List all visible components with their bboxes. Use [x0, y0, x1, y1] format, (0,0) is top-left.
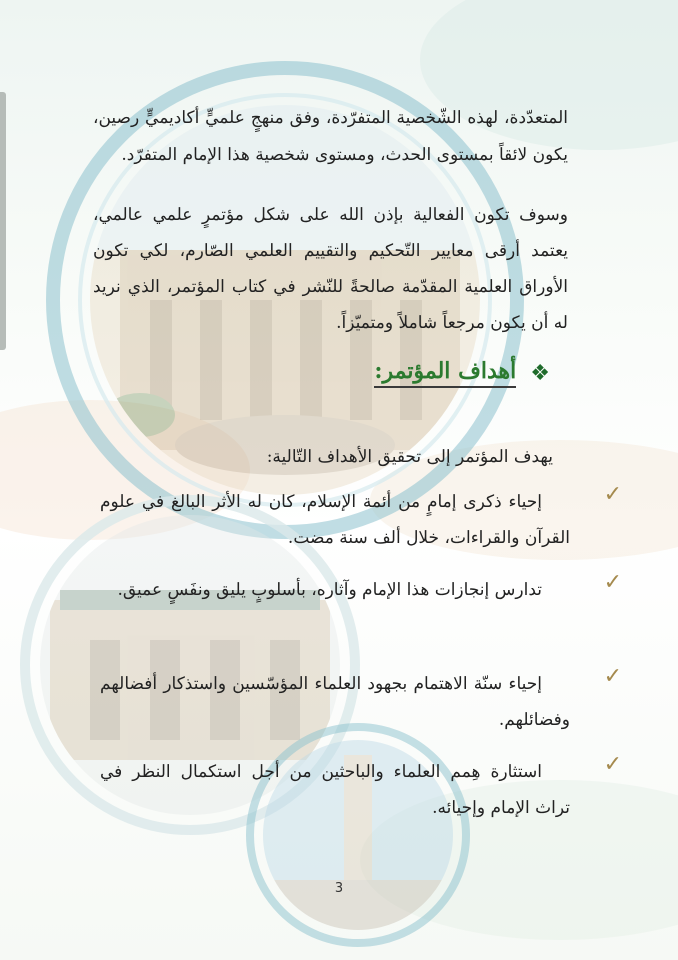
- diamond-bullet-icon: ❖: [530, 360, 550, 386]
- check-icon: ✓: [603, 752, 622, 777]
- goal-item: [100, 752, 622, 826]
- goal-text: إحياء سنّة الاهتمام بجهود العلماء المؤسّسين واستذكار أفضالهم وفضائلهم.: [100, 674, 570, 730]
- page-number: 3: [334, 881, 344, 896]
- paragraph-intro: المتعدّدة، لهذه الشّخصية المتفرّدة، وفق منهجٍ علميٍّ أكاديميٍّ رصين، يكون لائقاً بمستوى الحدث، ومستوى شخصية هذا الإمام المتفرّد.: [93, 108, 568, 165]
- goal-text: إحياء ذكرى إمامٍ من أئمة الإسلام، كان له الأثر البالغ في علوم القرآن والقراءات، خلال ألف سنة مضت.: [100, 492, 570, 548]
- goals-intro: يهدف المؤتمر إلى تحقيق الأهداف التّالية:: [266, 447, 553, 467]
- goal-item: [100, 570, 622, 608]
- page-edge-tab: [0, 92, 6, 350]
- section-heading-text: أهداف المؤتمر:: [374, 358, 516, 388]
- goal-text: استثارة هِمم العلماء والباحثين من أجل استكمال النظر في تراث الإمام وإحيائه.: [100, 762, 570, 818]
- check-icon: ✓: [603, 664, 622, 689]
- goal-item: [100, 482, 622, 556]
- goal-item: [100, 664, 622, 738]
- check-icon: ✓: [603, 570, 622, 595]
- paragraph-conference-format: وسوف تكون الفعالية بإذن الله على شكل مؤتمرٍ علمي عالمي، يعتمد أرقى معايير التّحكيم والتقييم العلمي الصّارم، لكي تكون الأوراق العلمية المقدّمة صالحةً للنّشر في كتاب المؤتمر، الذي نريد له أن يكون مرجعاً شاملاً ومتميّزاً.: [93, 205, 568, 333]
- goal-text: تدارس إنجازات هذا الإمام وآثاره، بأسلوبٍ يليق ونفَسٍ عميق.: [117, 580, 542, 600]
- section-heading: [374, 358, 550, 388]
- check-icon: ✓: [603, 482, 622, 507]
